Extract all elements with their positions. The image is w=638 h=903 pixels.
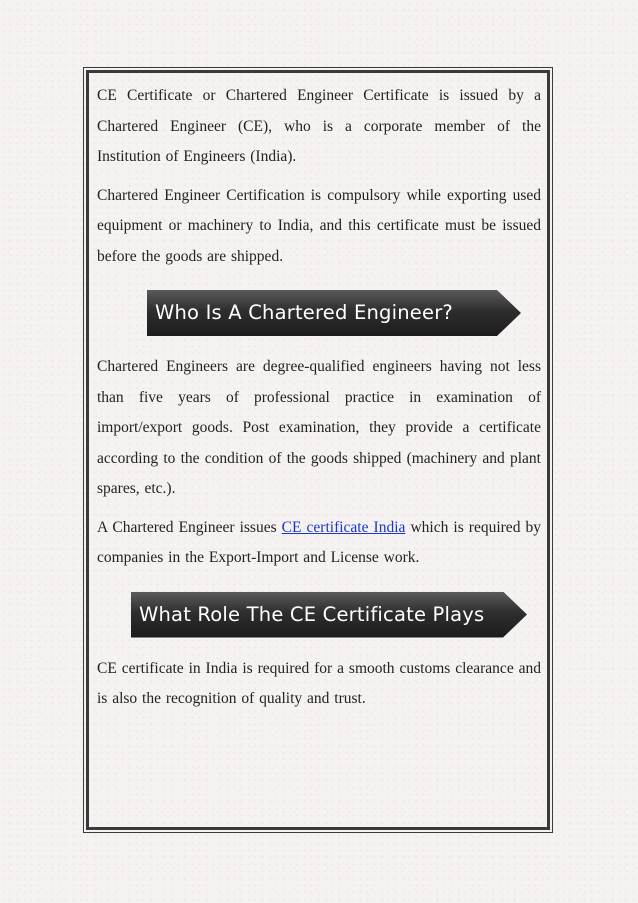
section-heading-who <box>97 290 541 336</box>
section-heading-role-label: What Role The CE Certificate Plays <box>139 602 485 626</box>
export-requirement-paragraph: Chartered Engineer Certification is compulsory while exporting used equipment or machinery to India, and this certificate must be issued before the goods are shipped. <box>97 186 541 265</box>
ce-issue-paragraph <box>97 513 541 574</box>
ce-issue-text-before: A Chartered Engineer issues <box>97 518 282 536</box>
ce-certificate-india-link[interactable]: CE certificate India <box>281 518 406 536</box>
chartered-engineer-paragraph: Chartered Engineers are degree-qualified engineers having not less than five years of professional practice in examination of import/export goods. Post examination, they provide a certificate according to the condition of the goods shipped (machinery and plant spares, etc.). <box>97 358 541 497</box>
page-frame <box>86 70 550 830</box>
ce-issue-text-after: which is required by companies in the Export-Import and License work. <box>97 518 542 566</box>
section-heading-who-label: Who Is A Chartered Engineer? <box>155 301 453 324</box>
document-body <box>97 81 541 715</box>
ce-role-paragraph: CE certificate in India is required for a smooth customs clearance and is also the recognition of quality and trust. <box>97 659 541 707</box>
section-heading-role <box>97 592 541 638</box>
intro-paragraph: CE Certificate or Chartered Engineer Certificate is issued by a Chartered Engineer (CE), who is a corporate member of the Institution of Engineers (India). <box>97 87 541 165</box>
